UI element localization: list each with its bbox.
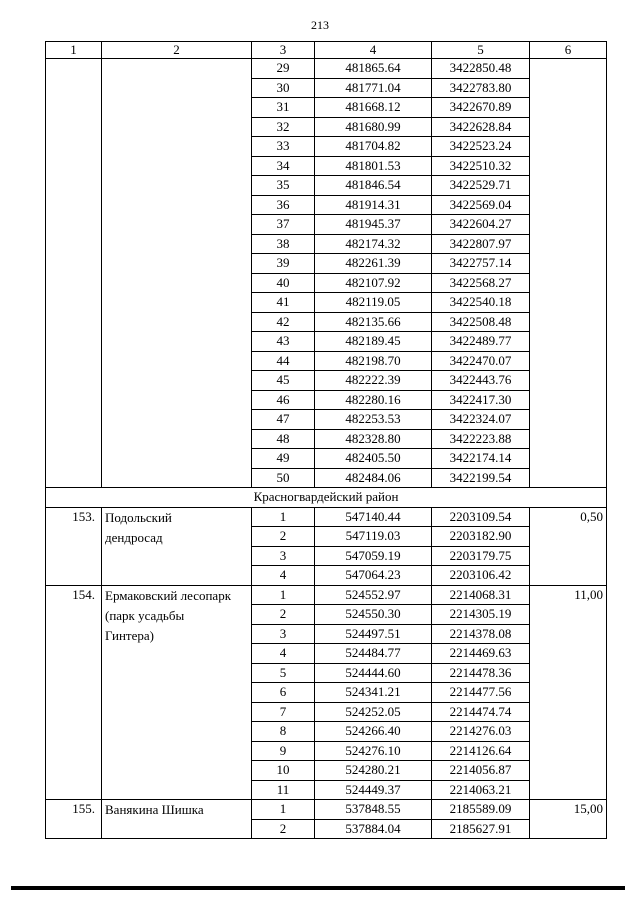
object-area-cell: [530, 59, 607, 488]
coord-y: 2203182.90: [432, 527, 530, 547]
object-name-cell: [102, 59, 252, 488]
point-number: 4: [252, 644, 315, 664]
point-number: 11: [252, 780, 315, 800]
coord-x: 524550.30: [315, 605, 432, 625]
point-number: 46: [252, 390, 315, 410]
header-col-4: 4: [315, 42, 432, 59]
coord-y: 3422199.54: [432, 468, 530, 488]
coord-x: 482189.45: [315, 332, 432, 352]
coord-y: 3422489.77: [432, 332, 530, 352]
coord-y: 3422174.14: [432, 449, 530, 469]
coord-x: 524484.77: [315, 644, 432, 664]
coord-y: 2214474.74: [432, 702, 530, 722]
object-number: 154.: [46, 585, 102, 800]
page-number: 213: [311, 18, 329, 32]
coord-y: 3422568.27: [432, 273, 530, 293]
point-number: 3: [252, 546, 315, 566]
point-number: 50: [252, 468, 315, 488]
point-number: 30: [252, 78, 315, 98]
coord-x: 482119.05: [315, 293, 432, 313]
object-name-line: (парк усадьбы: [105, 607, 185, 623]
coord-x: 482261.39: [315, 254, 432, 274]
coord-y: 3422757.14: [432, 254, 530, 274]
coord-y: 3422569.04: [432, 195, 530, 215]
coord-y: 3422508.48: [432, 312, 530, 332]
coord-y: 2214378.08: [432, 624, 530, 644]
header-col-6: 6: [530, 42, 607, 59]
table-row: [46, 507, 607, 527]
coord-y: 2214276.03: [432, 722, 530, 742]
coord-y: 2185627.91: [432, 819, 530, 839]
coord-x: 524266.40: [315, 722, 432, 742]
object-name-line: Ванякина Шишка: [105, 802, 204, 817]
point-number: 49: [252, 449, 315, 469]
coord-x: 482174.32: [315, 234, 432, 254]
coord-y: 2214126.64: [432, 741, 530, 761]
coord-x: 524252.05: [315, 702, 432, 722]
header-col-5: 5: [432, 42, 530, 59]
coord-x: 482328.80: [315, 429, 432, 449]
object-area: 15,00: [530, 800, 607, 839]
coord-y: 3422807.97: [432, 234, 530, 254]
object-name-line: Подольский: [105, 509, 172, 525]
coord-y: 3422523.24: [432, 137, 530, 157]
table-row: [46, 59, 607, 79]
coord-x: 482222.39: [315, 371, 432, 391]
point-number: 41: [252, 293, 315, 313]
point-number: 2: [252, 527, 315, 547]
object-name-line: Ермаковский лесопарк: [105, 587, 232, 603]
point-number: 40: [252, 273, 315, 293]
coord-y: 2214063.21: [432, 780, 530, 800]
coord-y: 2214478.36: [432, 663, 530, 683]
point-number: 38: [252, 234, 315, 254]
table-body: [46, 59, 607, 839]
coord-y: 3422540.18: [432, 293, 530, 313]
point-number: 4: [252, 566, 315, 586]
coord-x: 481846.54: [315, 176, 432, 196]
coord-x: 524497.51: [315, 624, 432, 644]
coord-y: 3422324.07: [432, 410, 530, 430]
coord-x: 481945.37: [315, 215, 432, 235]
coord-x: 524552.97: [315, 585, 432, 605]
coord-y: 3422850.48: [432, 59, 530, 79]
header-col-1: 1: [46, 42, 102, 59]
coord-y: 3422604.27: [432, 215, 530, 235]
point-number: 43: [252, 332, 315, 352]
coord-y: 2203179.75: [432, 546, 530, 566]
coord-x: 537848.55: [315, 800, 432, 820]
coord-x: 482280.16: [315, 390, 432, 410]
point-number: 33: [252, 137, 315, 157]
bottom-rule: [11, 886, 625, 890]
header-col-2: 2: [102, 42, 252, 59]
point-number: 35: [252, 176, 315, 196]
object-number: 153.: [46, 507, 102, 585]
coord-y: 2203106.42: [432, 566, 530, 586]
coord-y: 2203109.54: [432, 507, 530, 527]
coord-x: 481771.04: [315, 78, 432, 98]
coord-x: 524449.37: [315, 780, 432, 800]
object-number-cell: [46, 59, 102, 488]
coord-y: 2214305.19: [432, 605, 530, 625]
point-number: 2: [252, 605, 315, 625]
coord-y: 3422417.30: [432, 390, 530, 410]
point-number: 7: [252, 702, 315, 722]
point-number: 2: [252, 819, 315, 839]
coord-x: 547119.03: [315, 527, 432, 547]
coord-y: 3422529.71: [432, 176, 530, 196]
point-number: 48: [252, 429, 315, 449]
object-area: 0,50: [530, 507, 607, 585]
point-number: 47: [252, 410, 315, 430]
point-number: 39: [252, 254, 315, 274]
object-area: 11,00: [530, 585, 607, 800]
coord-x: 524280.21: [315, 761, 432, 781]
coord-y: 2214469.63: [432, 644, 530, 664]
table-row: [46, 800, 607, 820]
coord-x: 537884.04: [315, 819, 432, 839]
point-number: 9: [252, 741, 315, 761]
point-number: 44: [252, 351, 315, 371]
coord-x: 547059.19: [315, 546, 432, 566]
coord-x: 547140.44: [315, 507, 432, 527]
coord-y: 3422670.89: [432, 98, 530, 118]
coord-y: 3422223.88: [432, 429, 530, 449]
point-number: 32: [252, 117, 315, 137]
coord-x: 482253.53: [315, 410, 432, 430]
coord-x: 524444.60: [315, 663, 432, 683]
coord-y: 3422470.07: [432, 351, 530, 371]
coord-y: 2214477.56: [432, 683, 530, 703]
table-row: [46, 585, 607, 605]
coord-x: 481801.53: [315, 156, 432, 176]
point-number: 1: [252, 585, 315, 605]
coord-x: 482405.50: [315, 449, 432, 469]
coord-x: 482135.66: [315, 312, 432, 332]
coord-x: 481668.12: [315, 98, 432, 118]
coord-y: 3422443.76: [432, 371, 530, 391]
coord-x: 547064.23: [315, 566, 432, 586]
coord-x: 481914.31: [315, 195, 432, 215]
coord-x: 481704.82: [315, 137, 432, 157]
object-number: 155.: [46, 800, 102, 839]
coord-x: 482484.06: [315, 468, 432, 488]
object-name: [102, 507, 252, 585]
point-number: 1: [252, 800, 315, 820]
point-number: 42: [252, 312, 315, 332]
coord-y: 3422783.80: [432, 78, 530, 98]
coord-x: 481680.99: [315, 117, 432, 137]
coord-x: 524276.10: [315, 741, 432, 761]
region-row: [46, 488, 607, 508]
point-number: 6: [252, 683, 315, 703]
point-number: 45: [252, 371, 315, 391]
point-number: 31: [252, 98, 315, 118]
coord-x: 482107.92: [315, 273, 432, 293]
point-number: 1: [252, 507, 315, 527]
point-number: 37: [252, 215, 315, 235]
coord-y: 3422628.84: [432, 117, 530, 137]
header-row: [46, 42, 607, 59]
object-name: [102, 800, 252, 839]
coord-x: 482198.70: [315, 351, 432, 371]
object-name: [102, 585, 252, 800]
point-number: 10: [252, 761, 315, 781]
coord-x: 481865.64: [315, 59, 432, 79]
point-number: 29: [252, 59, 315, 79]
coordinates-table: [45, 41, 607, 839]
object-name-line: Гинтера): [105, 627, 154, 643]
point-number: 3: [252, 624, 315, 644]
point-number: 34: [252, 156, 315, 176]
coord-y: 2185589.09: [432, 800, 530, 820]
coord-x: 524341.21: [315, 683, 432, 703]
point-number: 8: [252, 722, 315, 742]
coord-y: 3422510.32: [432, 156, 530, 176]
coord-y: 2214056.87: [432, 761, 530, 781]
point-number: 36: [252, 195, 315, 215]
object-name-line: дендросад: [105, 529, 163, 545]
point-number: 5: [252, 663, 315, 683]
region-heading: Красногвардейский район: [46, 488, 607, 508]
coord-y: 2214068.31: [432, 585, 530, 605]
header-col-3: 3: [252, 42, 315, 59]
